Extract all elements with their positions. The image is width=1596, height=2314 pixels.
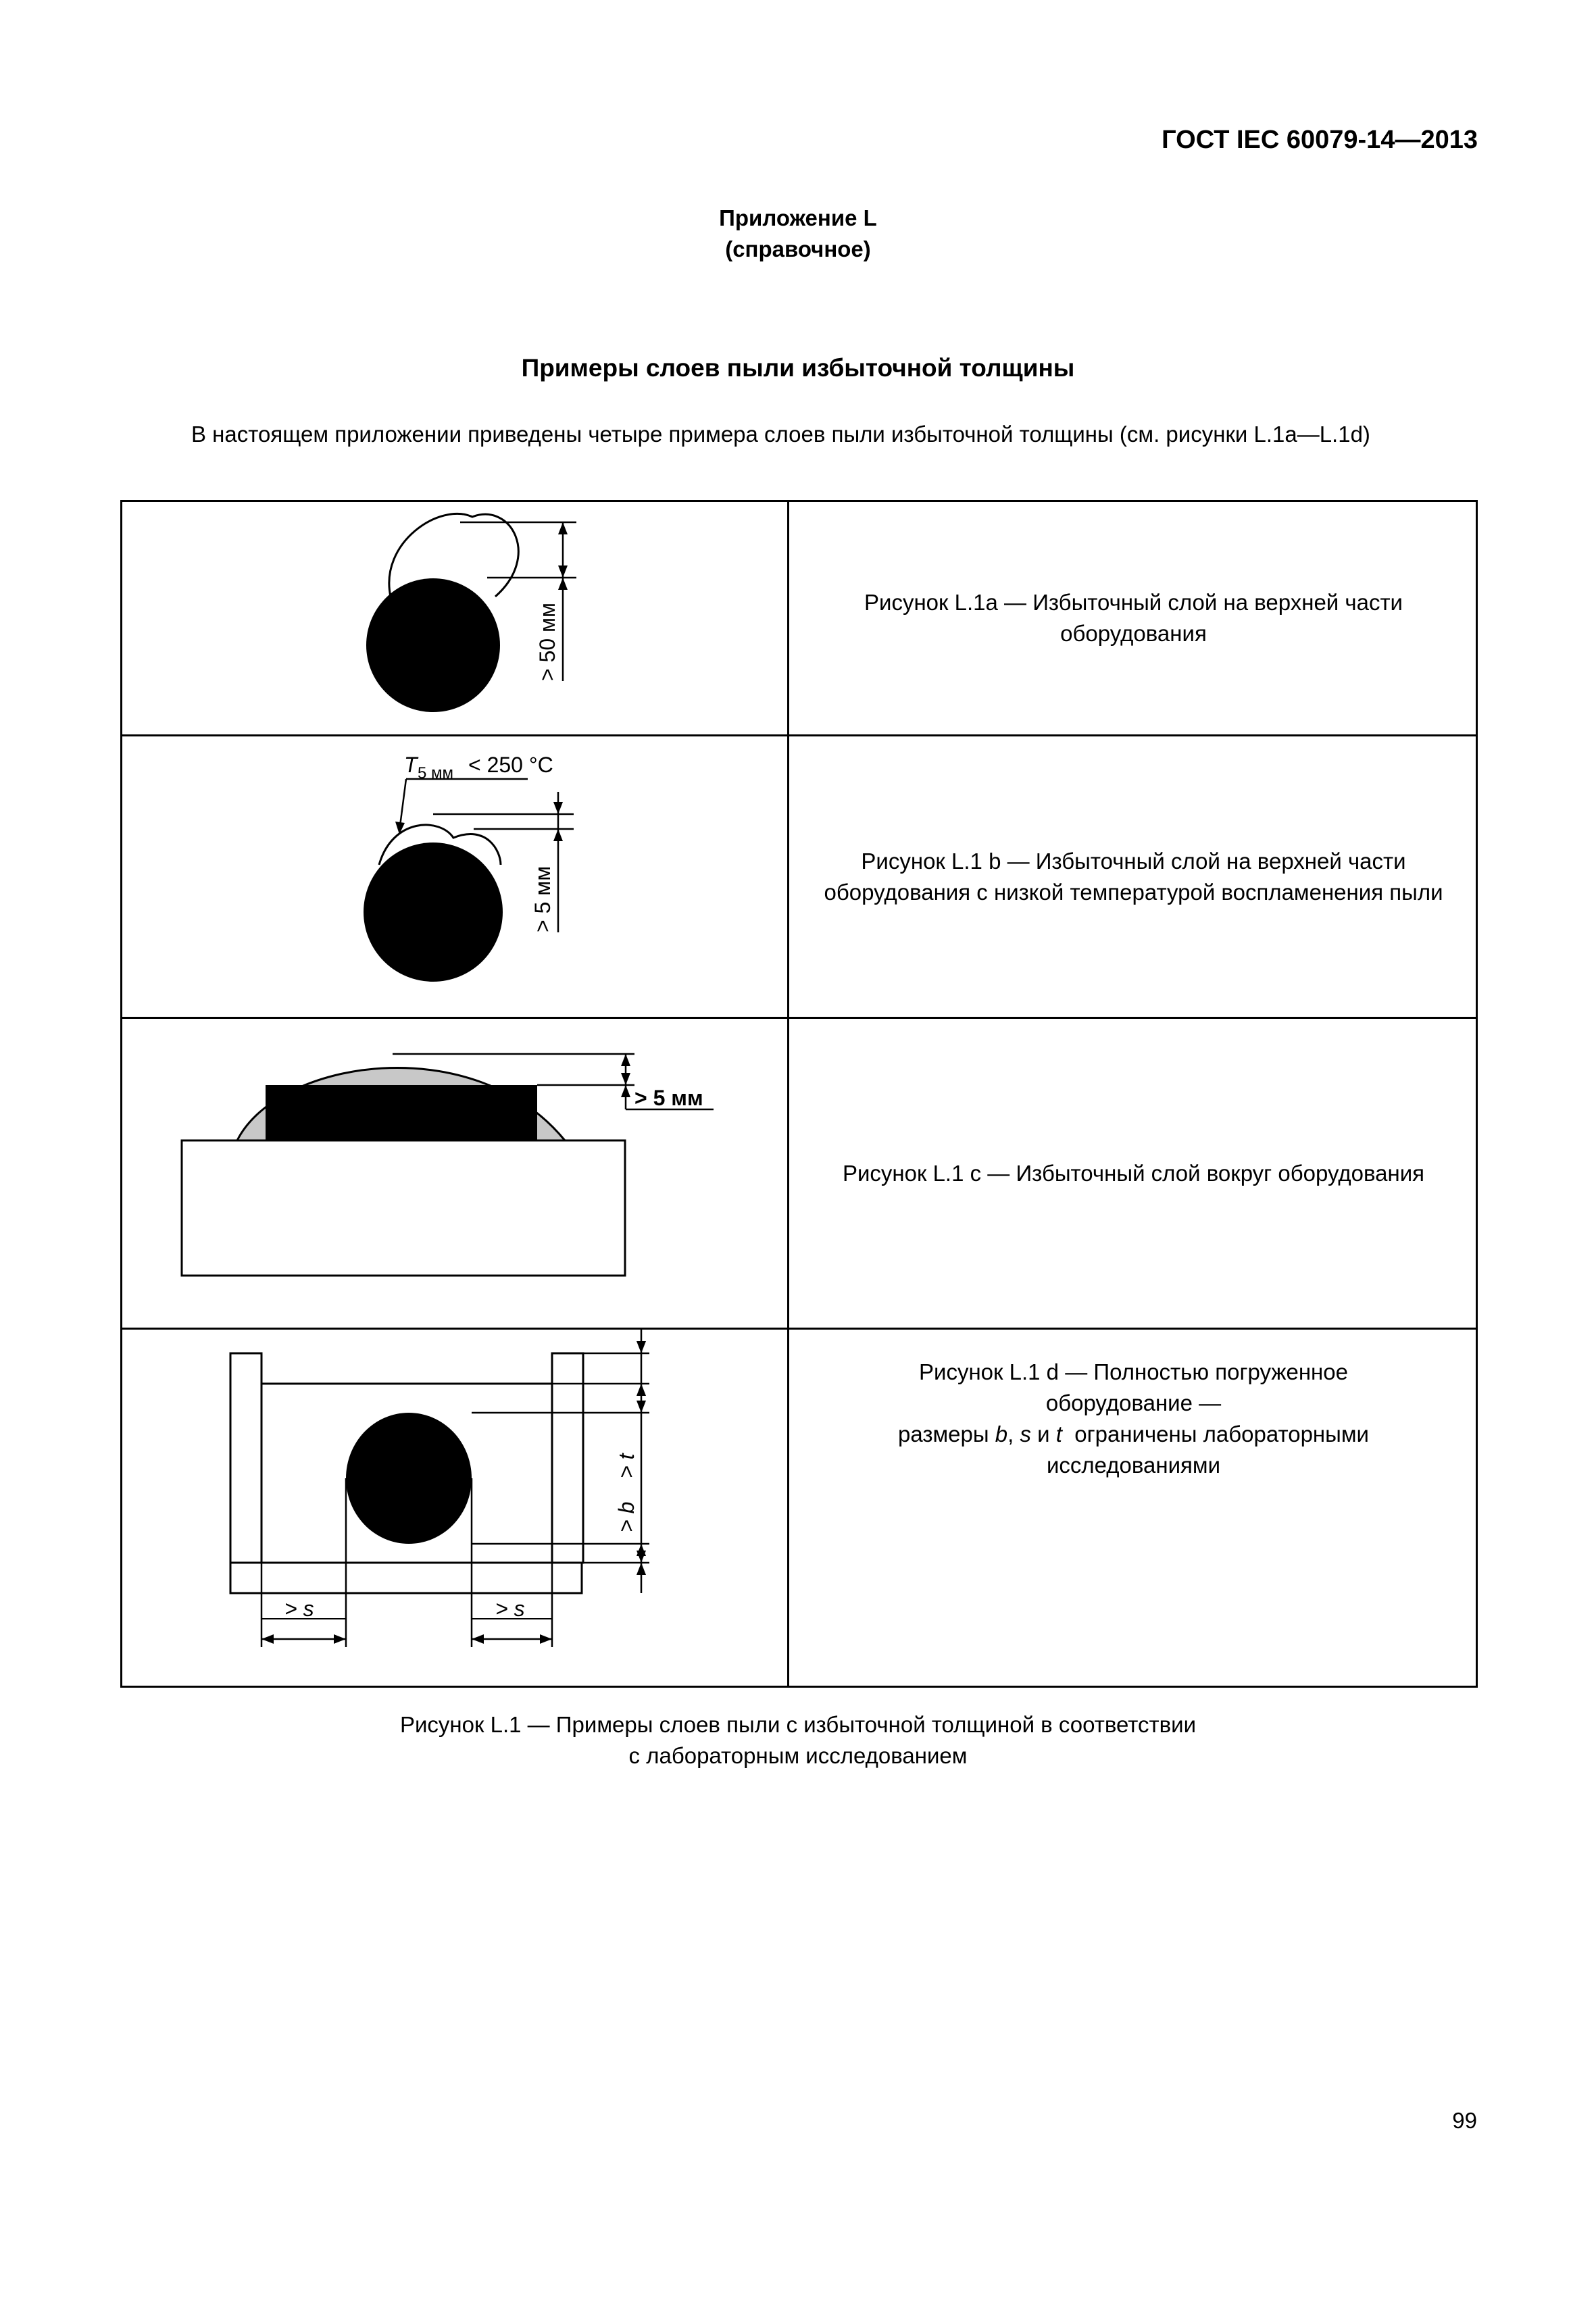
annex-title: Приложение L (719, 205, 877, 230)
arrow-head (621, 1054, 630, 1066)
annex-subtitle: (справочное) (725, 236, 871, 261)
arrow-head (558, 565, 568, 578)
equipment-circle (366, 578, 500, 712)
arrow-head (334, 1634, 346, 1644)
caption-text: ограничены лабораторными (1062, 1422, 1369, 1447)
figure-l1d-drawing (122, 1330, 787, 1688)
outer-box-bottom (230, 1563, 582, 1593)
dimension-label: > 5 мм (634, 1086, 703, 1110)
base-plate (182, 1140, 625, 1276)
arrow-head (395, 822, 405, 834)
arrow-head (558, 522, 568, 534)
right-wall (552, 1353, 583, 1563)
caption-line: исследованиями (1046, 1453, 1221, 1478)
caption-line: оборудование — (1045, 1390, 1222, 1415)
temperature-label: < 250 °С (468, 753, 553, 777)
dimension-label: > 5 мм (530, 865, 555, 932)
arrow-head (540, 1634, 552, 1644)
caption-var-b: b (995, 1422, 1008, 1447)
arrow-head (637, 1401, 646, 1413)
label-b: > b (614, 1501, 639, 1532)
figure-l1d-caption (791, 1330, 1476, 1688)
temperature-symbol: T (404, 753, 418, 777)
caption-text: и (1030, 1422, 1056, 1447)
left-wall (230, 1353, 261, 1563)
page-number: 99 (1452, 2108, 1477, 2133)
label-s-left: > s (284, 1596, 314, 1621)
equipment-block (266, 1085, 537, 1140)
figure-l1b-caption: Рисунок L.1 b — Избыточный слой на верхней части оборудования с низкой температурой воспламенения пыли (824, 848, 1443, 905)
arrow-head (637, 1563, 646, 1575)
label-s-right: > s (495, 1596, 525, 1621)
figure-l1a-drawing (122, 502, 787, 734)
arrow-head (637, 1384, 646, 1396)
label-t: > t (614, 1453, 639, 1478)
caption-var-t: t (1055, 1422, 1062, 1447)
arrow-head (558, 578, 568, 590)
arrow-head (472, 1634, 484, 1644)
table-column-divider (787, 502, 789, 1686)
figure-caption (0, 1709, 1596, 1771)
figure-l1c-caption: Рисунок L.1 с — Избыточный слой вокруг оборудования (842, 1160, 1425, 1186)
arrow-head (621, 1085, 630, 1097)
caption-line: Рисунок L.1 d — Полностью погруженное (919, 1359, 1348, 1384)
caption-line (812, 1419, 1455, 1450)
figure-caption-line: Рисунок L.1 — Примеры слоев пыли с избыточной толщиной в соответствии (399, 1712, 1197, 1737)
caption-var-s: s (1020, 1422, 1031, 1447)
caption-text: , (1007, 1422, 1020, 1447)
figure-l1a-caption: Рисунок L.1а — Избыточный слой на верхней части оборудования (864, 590, 1403, 646)
equipment-circle (364, 842, 503, 982)
arrow-head (637, 1551, 646, 1563)
intro-paragraph: В настоящем приложении приведены четыре примера слоев пыли избыточной толщины (см. рисунки L.1а—L.1d) (191, 422, 1370, 447)
document-code: ГОСТ IEC 60079-14—2013 (1162, 126, 1478, 154)
dimension-label: > 50 мм (535, 602, 559, 681)
caption-text: размеры (897, 1422, 995, 1447)
arrow-head (637, 1341, 646, 1353)
arrow-head (553, 802, 563, 814)
arrow-head (621, 1073, 630, 1085)
arrow-head (553, 829, 563, 841)
figure-l1c-drawing (122, 1019, 787, 1328)
annex-heading (0, 203, 1596, 265)
equipment-circle (346, 1413, 472, 1544)
figure-l1b-drawing (122, 736, 787, 1017)
figure-caption-line: с лабораторным исследованием (628, 1743, 968, 1768)
temperature-subscript: 5 мм (418, 764, 454, 782)
arrow-head (261, 1634, 274, 1644)
figure-table (120, 500, 1478, 1688)
section-title: Примеры слоев пыли избыточной толщины (521, 354, 1075, 382)
